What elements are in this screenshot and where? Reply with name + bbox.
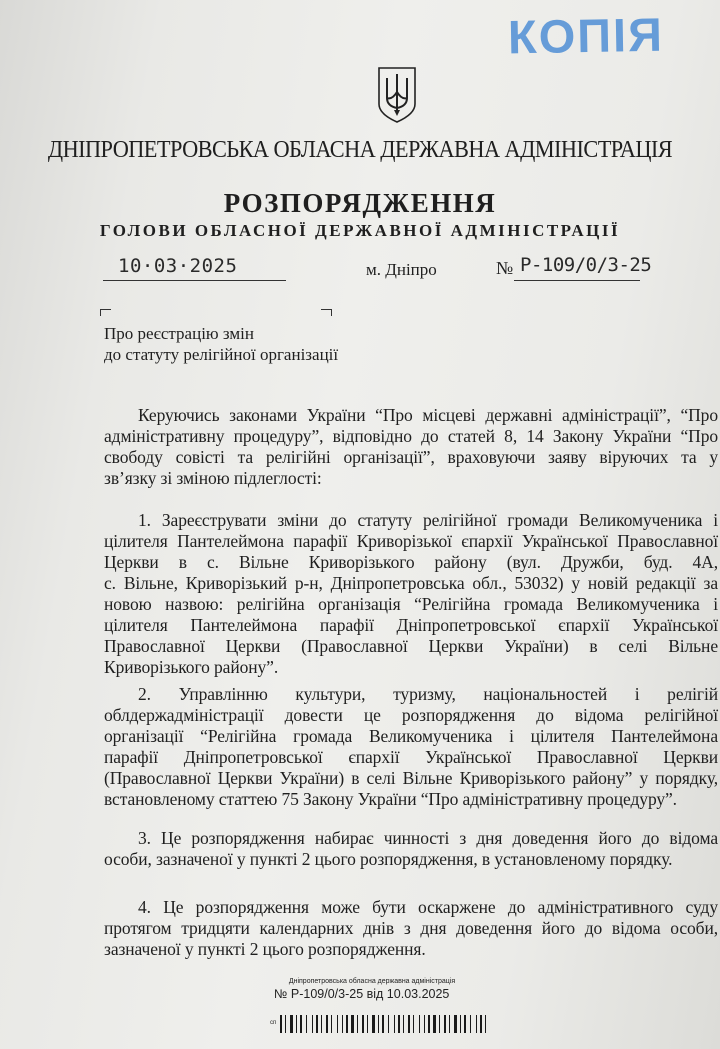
text-line: (Православної Церкви України) в селі Вільне Криворізького району” у порядку, [104, 768, 718, 788]
document-number: Р-109/0/3-25 [520, 254, 652, 276]
text-line: адміністративну процедуру”, відповідно до статей 8, 14 Закону України “Про [104, 426, 718, 446]
registration-organization: Дніпропетровська обласна державна адміністрація [288, 978, 456, 985]
item-2-paragraph [104, 684, 718, 810]
item-1-paragraph [104, 510, 718, 678]
text-line: 3. Це розпорядження набирає чинності з дня доведення його до відома [138, 828, 718, 848]
registration-number: № Р-109/0/3-25 від 10.03.2025 [274, 987, 450, 1001]
barcode-icon [280, 1015, 490, 1033]
document-city: м. Дніпро [366, 260, 437, 279]
text-line: Церкви в с. Вільне Криворізького району (вул. Дружби, буд. 4А, [104, 552, 718, 572]
text-line: Православної Церкви (Православної Церкви України) в селі Вільне [104, 636, 718, 656]
document-type: РОЗПОРЯДЖЕННЯ [223, 188, 497, 218]
subject-corner-left [100, 309, 111, 316]
text-line: організації “Релігійна громада Великомученика і цілителя Пантелеймона [104, 726, 718, 746]
text-line: с. Вільне, Криворізький р-н, Дніпропетровська обл., 53032) у новій редакції за [104, 573, 718, 593]
number-sign: № [496, 258, 514, 278]
text-line: протягом тридцяти календарних днів з дня доведення його до відома особи, [104, 918, 718, 938]
document-date: 10·03·2025 [118, 255, 238, 277]
text-line: особи, зазначеної у пункті 2 цього розпорядження, в установленому порядку. [104, 849, 673, 869]
organization-name: ДНІПРОПЕТРОВСЬКА ОБЛАСНА ДЕРЖАВНА АДМІНІСТРАЦІЯ [47, 137, 673, 163]
subject-corner-right [321, 309, 332, 316]
text-line: зазначеної у пункті 2 цього розпорядження. [104, 939, 426, 959]
registration-label: сп [270, 1020, 277, 1026]
subject-line: Про реєстрацію змін [104, 324, 254, 343]
subject-line: до статуту релігійної організації [104, 345, 339, 364]
text-line: облдержадміністрації довести це розпорядження до відома релігійної [104, 705, 718, 725]
registration-stamp [262, 978, 482, 1001]
item-3-paragraph [104, 828, 718, 870]
text-line: цілителя Пантелеймона парафії Дніпропетровської єпархії Української [104, 615, 718, 635]
text-line: свободу совісті та релігійні організації”, враховуючи заяву віруючих та у [104, 447, 718, 467]
text-line: цілителя Пантелеймона парафії Криворізької єпархії Української Православної [104, 531, 718, 551]
preamble-paragraph [104, 405, 718, 489]
text-line: Криворізького району”. [104, 657, 279, 677]
text-line: зв’язку зі зміною підлеглості: [104, 468, 322, 488]
text-line: встановленому статтею 75 Закону України “Про адміністративну процедуру”. [104, 789, 677, 809]
text-line: 2. Управлінню культури, туризму, національностей і релігій [138, 684, 718, 704]
item-4-paragraph [104, 897, 718, 960]
copy-stamp: КОПІЯ [507, 7, 665, 64]
document-subtitle: ГОЛОВИ ОБЛАСНОЇ ДЕРЖАВНОЇ АДМІНІСТРАЦІЇ [99, 221, 621, 240]
date-underline [103, 280, 286, 281]
number-underline [514, 280, 640, 281]
trident-emblem-icon [375, 64, 419, 124]
text-line: Керуючись законами України “Про місцеві державні адміністрації”, “Про [138, 405, 718, 425]
document-subject [104, 323, 338, 365]
text-line: 4. Це розпорядження може бути оскаржене до адміністративного суду [138, 897, 718, 917]
text-line: парафії Дніпропетровської єпархії Української Православної Церкви [104, 747, 718, 767]
text-line: 1. Зареєструвати зміни до статуту релігійної громади Великомученика і [138, 510, 718, 530]
text-line: новою назвою: релігійна організація “Релігійна громада Великомученика і [104, 594, 718, 614]
